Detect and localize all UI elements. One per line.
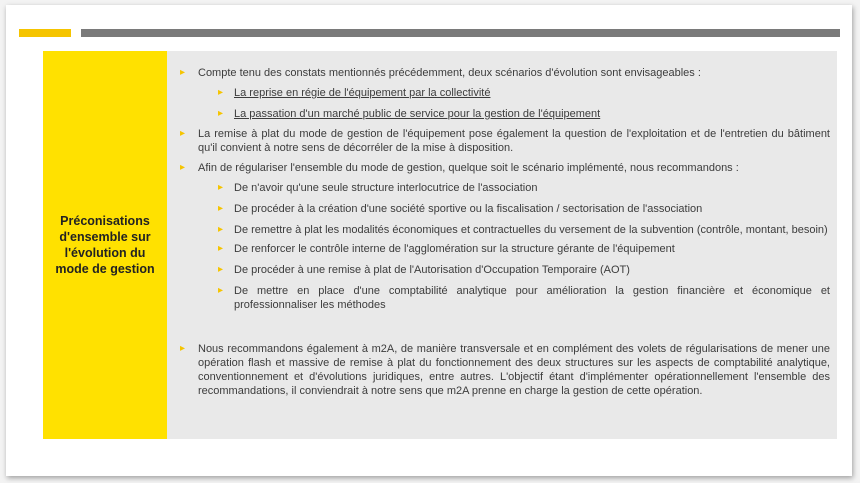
sub-bullet-subvention: ▸ De remettre à plat les modalités économiques et contractuelles du versement de la subvention (contrôle, montant, besoin) xyxy=(178,223,830,237)
sub-bullet-controle-interne: ▸ De renforcer le contrôle interne de l'agglomération sur la structure gérante de l'équipement xyxy=(178,242,830,256)
sub-bullet-marche-public: ▸ La passation d'un marché public de service pour la gestion de l'équipement xyxy=(178,107,830,121)
sidebar-title: Préconisations d'ensemble sur l'évolution du mode de gestion xyxy=(55,214,155,276)
sub-bullet-societe-sportive: ▸ De procéder à la création d'une société sportive ou la fiscalisation / sectorisation de l'association xyxy=(178,202,830,216)
sub-bullet-comptabilite: ▸ De mettre en place d'une comptabilité analytique pour amélioration la gestion financière et économique et professionnaliser les méthodes xyxy=(178,284,830,312)
bullet-scenarios: ▸ Compte tenu des constats mentionnés précédemment, deux scénarios d'évolution sont envisageables : xyxy=(178,66,830,80)
sidebar-panel xyxy=(43,51,167,439)
bullet-recommandations: ▸ Afin de régulariser l'ensemble du mode de gestion, quelque soit le scénario implémenté, nous recommandons : xyxy=(178,161,830,175)
header-accent-bar xyxy=(19,29,71,37)
sub-bullet-regie: ▸ La reprise en régie de l'équipement par la collectivité xyxy=(178,86,830,100)
content-body xyxy=(178,66,830,398)
bullet-remise-a-plat: ▸ La remise à plat du mode de gestion de l'équipement pose également la question de l'exploitation et de l'entretien du bâtiment qu'il convient à notre sens de décorréler de la mise à disposition. xyxy=(178,127,830,155)
sub-bullet-interlocutrice: ▸ De n'avoir qu'une seule structure interlocutrice de l'association xyxy=(178,181,830,195)
sub-bullet-aot: ▸ De procéder à une remise à plat de l'Autorisation d'Occupation Temporaire (AOT) xyxy=(178,263,830,277)
bullet-m2a: ▸ Nous recommandons également à m2A, de manière transversale et en complément des volets de régularisations de mener une opération flash et massive de remise à plat du fonctionnement des deux structures sur les aspects de comptabilité analytique, conventionnement et d'évolutions juridiques, entre autres. L'objectif étant d'implémenter opérationnellement l'ensemble des recommandations, il conviendrait à notre sens que m2A prenne en charge la gestion de cette opération. xyxy=(178,342,830,398)
header-divider-bar xyxy=(81,29,840,37)
